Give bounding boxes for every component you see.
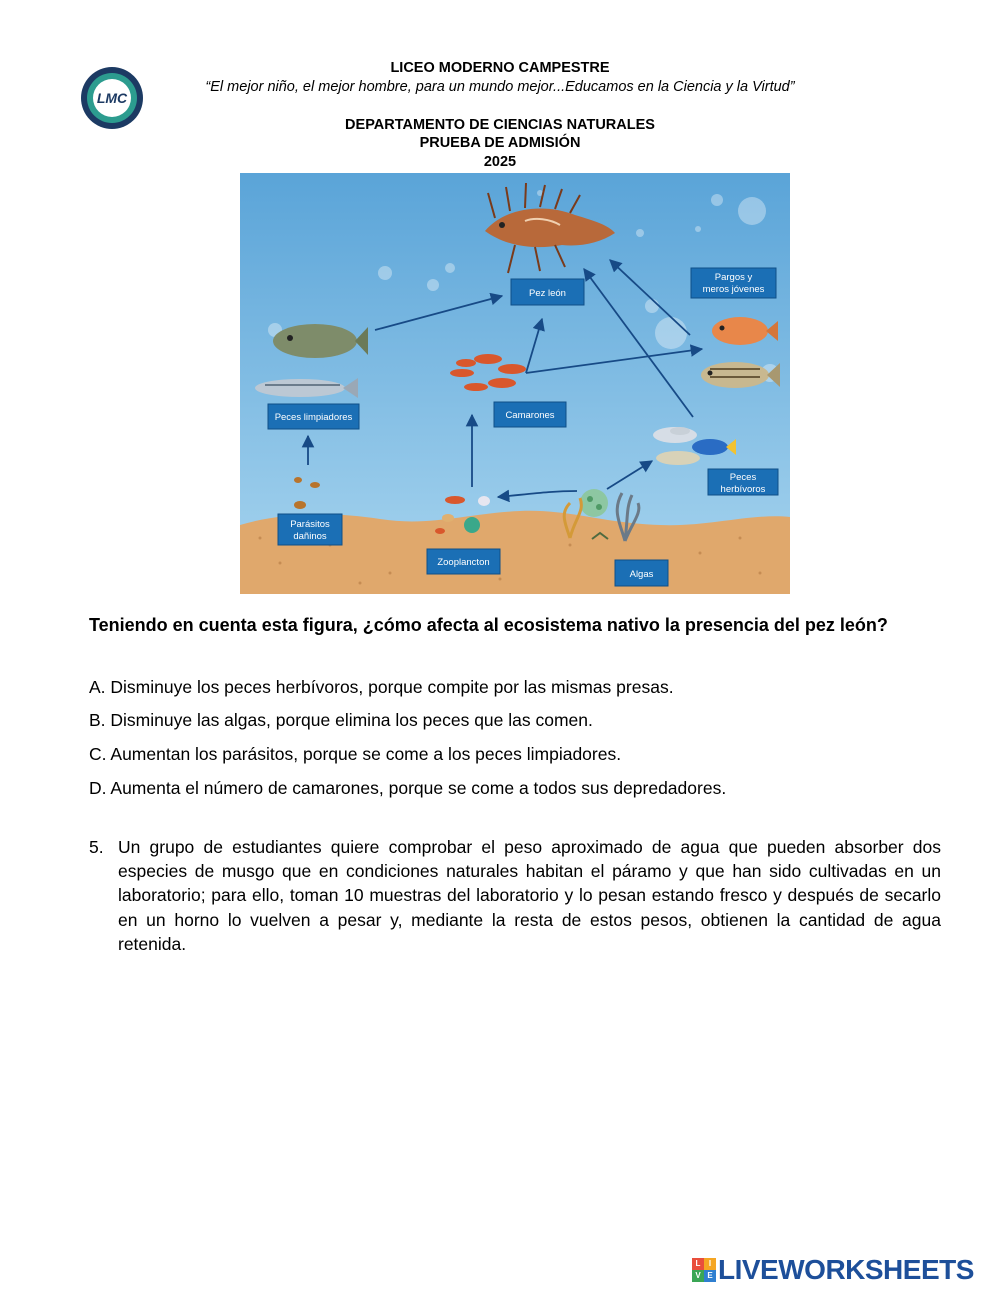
- option-b: B. Disminuye las algas, porque elimina los peces que las comen.: [89, 710, 593, 730]
- label-camarones: [494, 402, 566, 427]
- svg-text:Peces limpiadores: Peces limpiadores: [274, 412, 353, 423]
- question-5-number: 5.: [89, 837, 104, 857]
- svg-text:dañinos: dañinos: [293, 531, 327, 542]
- option-d: D. Aumenta el número de camarones, porque se come a todos sus depredadores.: [89, 778, 727, 798]
- liveworksheets-badge-icon: L I V E: [692, 1258, 716, 1282]
- logo-initials: LMC: [96, 90, 128, 106]
- label-pez-leon: [511, 279, 584, 305]
- label-peces-limpiadores: [268, 404, 359, 429]
- svg-text:Peces: Peces: [729, 472, 757, 483]
- label-algas: [615, 560, 668, 586]
- svg-text:meros jóvenes: meros jóvenes: [702, 284, 765, 295]
- question-text: Teniendo en cuenta esta figura, ¿cómo afecta al ecosistema nativo la presencia del pez león?: [89, 615, 888, 635]
- food-web-figure: [240, 173, 790, 594]
- option-a: A. Disminuye los peces herbívoros, porque compite por las mismas presas.: [89, 677, 674, 697]
- svg-text:Parásitos: Parásitos: [290, 519, 330, 530]
- svg-text:herbívoros: herbívoros: [720, 484, 766, 495]
- label-zooplancton: [427, 549, 500, 574]
- svg-text:Zooplancton: Zooplancton: [437, 557, 490, 568]
- liveworksheets-wordmark: LIVEWORKSHEETS: [718, 1254, 974, 1285]
- school-motto: “El mejor niño, el mejor hombre, para un mundo mejor...Educamos en la Ciencia y la Virtud”: [205, 79, 795, 95]
- question-5: [89, 835, 941, 956]
- label-peces-herbivoros: [708, 469, 778, 495]
- question-5-text: Un grupo de estudiantes quiere comprobar el peso aproximado de agua que pueden absorber dos especies de musgo que en condiciones naturales habitan el páramo y que han sido cultivadas en un laboratorio; para ello, toman 10 muestras del laboratorio y lo pesan estando fresco y después de secarlo en un horno lo vuelven a pesar y, mediante la resta de estos pesos, obtienen la cantidad de agua retenida.: [118, 837, 941, 954]
- option-c: C. Aumentan los parásitos, porque se come a los peces limpiadores.: [89, 744, 622, 764]
- department-title: DEPARTAMENTO DE CIENCIAS NATURALES: [345, 117, 655, 133]
- svg-text:Pez león: Pez león: [529, 288, 566, 299]
- test-title: PRUEBA DE ADMISIÓN: [419, 135, 581, 151]
- svg-text:Algas: Algas: [629, 569, 654, 580]
- liveworksheets-brand: [692, 1255, 974, 1285]
- school-name: LICEO MODERNO CAMPESTRE: [390, 60, 610, 76]
- year-label: 2025: [483, 154, 517, 170]
- label-pargos: [691, 268, 776, 298]
- svg-text:Pargos y: Pargos y: [714, 272, 753, 283]
- svg-text:Camarones: Camarones: [505, 410, 555, 421]
- label-parasitos: [278, 514, 342, 545]
